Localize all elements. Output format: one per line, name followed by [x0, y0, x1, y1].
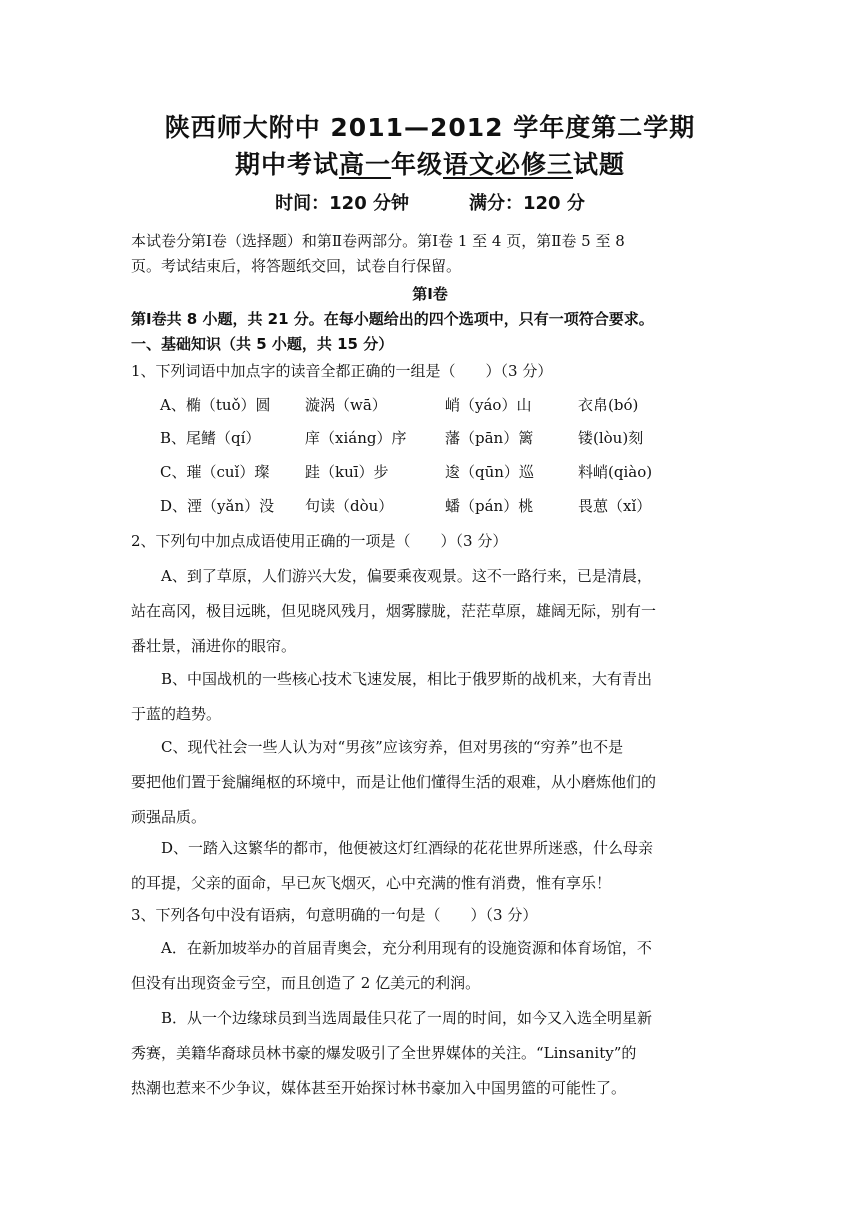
q3-a-line-1: A．在新加坡举办的首届青奥会，充分利用现有的设施资源和体育场馆，不 — [131, 939, 652, 957]
q2-a-line-2: 站在高冈，极目远眺，但见晓风残月，烟雾朦胧，茫茫草原，雄阔无际，别有一 — [131, 602, 657, 620]
q1-opt-c1: C、璀（cuǐ）璨 — [160, 463, 270, 481]
q3-b-line-1: B．从一个边缘球员到当选周最佳只花了一周的时间，如今又入选全明星新 — [131, 1009, 653, 1027]
q1-opt-b2: 庠（xiáng）序 — [305, 429, 407, 447]
q2-b-line-1: B、中国战机的一些核心技术飞速发展，相比于俄罗斯的战机来，大有青出 — [131, 670, 653, 688]
q2-b-line-2: 于蓝的趋势。 — [131, 705, 222, 723]
q3-b-line-3: 热潮也惹来不少争议，媒体甚至开始探讨林书豪加入中国男篮的可能性了。 — [131, 1079, 627, 1097]
title-seg-subject: 语文必修三 — [443, 150, 574, 179]
q1-opt-b1: B、尾鳍（qí） — [160, 429, 261, 447]
q2-option-d — [131, 831, 731, 901]
q2-a-line-3: 番壮景，涌进你的眼帘。 — [131, 637, 297, 655]
q1-opt-a4: 衣帛(bó) — [578, 396, 639, 414]
q1-opt-c4: 料峭(qiào) — [578, 463, 653, 481]
q2-option-a — [131, 559, 731, 664]
q2-c-line-1: C、现代社会一些人认为对“男孩”应该穷养，但对男孩的“穷养”也不是 — [131, 738, 624, 756]
exam-title-line1: 陕西师大附中 2011—2012 学年度第二学期 — [164, 113, 696, 142]
q1-opt-d3: 蟠（pán）桃 — [445, 497, 534, 515]
q3-option-a — [131, 931, 731, 1001]
q2-c-line-2: 要把他们置于瓮牖绳枢的环境中，而是让他们懂得生活的艰难，从小磨炼他们的 — [131, 773, 657, 791]
q2-c-line-3: 顽强品质。 — [131, 808, 207, 826]
q1-opt-a3: 峭（yáo）山 — [445, 396, 532, 414]
q1-stem: 1、下列词语中加点字的读音全都正确的一组是（ ）（3 分） — [131, 362, 553, 380]
q1-opt-d1: D、湮（yǎn）没 — [160, 497, 275, 515]
q1-opt-c3: 逡（qūn）巡 — [445, 463, 534, 481]
q2-option-c — [131, 730, 731, 835]
intro-line-2: 页。考试结束后，将答题纸交回，试卷自行保留。 — [131, 257, 462, 275]
q2-option-b — [131, 662, 731, 732]
title-seg-shiti: 试题 — [573, 150, 626, 179]
q1-opt-b3: 藩（pān）篱 — [445, 429, 534, 447]
q1-opt-d4: 畏葸（xǐ） — [578, 497, 652, 515]
q2-d-line-2: 的耳提，父亲的面命，早已灰飞烟灭，心中充满的惟有消费，惟有享乐！ — [131, 874, 612, 892]
section-heading: 第Ⅰ卷 — [412, 285, 448, 303]
q1-opt-a2: 漩涡（wā） — [305, 396, 387, 414]
q3-stem: 3、下列各句中没有语病，句意明确的一句是（ ）（3 分） — [131, 906, 538, 924]
q3-b-line-2: 秀赛，美籍华裔球员林书豪的爆发吸引了全世界媒体的关注。“Linsanity”的 — [131, 1044, 637, 1062]
exam-title-line2 — [0, 145, 860, 181]
exam-time: 时间：120 分钟 — [275, 193, 409, 214]
intro-line-1: 本试卷分第Ⅰ卷（选择题）和第Ⅱ卷两部分。第Ⅰ卷 1 至 4 页，第Ⅱ卷 5 至 8 — [131, 232, 625, 250]
q3-option-b — [131, 1001, 731, 1106]
q2-stem: 2、下列句中加点成语使用正确的一项是（ ）（3 分） — [131, 532, 508, 550]
exam-meta — [0, 189, 860, 215]
title-seg-nianji: 年级 — [390, 150, 443, 179]
q1-opt-a1: A、椭（tuǒ）圆 — [160, 396, 271, 414]
q1-opt-c2: 跬（kuī）步 — [305, 463, 389, 481]
exam-score: 满分：120 分 — [469, 193, 585, 214]
q3-a-line-2: 但没有出现资金亏空，而且创造了 2 亿美元的利润。 — [131, 974, 481, 992]
q2-d-line-1: D、一踏入这繁华的都市，他便被这灯红酒绿的花花世界所迷惑，什么母亲 — [131, 839, 654, 857]
title-seg-grade: 高一 — [338, 150, 391, 179]
section-desc: 第Ⅰ卷共 8 小题，共 21 分。在每小题给出的四个选项中，只有一项符合要求。 — [131, 310, 654, 328]
q2-a-line-1: A、到了草原，人们游兴大发，偏要乘夜观景。这不一路行来，已是清晨， — [131, 567, 652, 585]
q1-opt-b4: 镂(lòu)刻 — [578, 429, 644, 447]
part-heading: 一、基础知识（共 5 小题，共 15 分） — [131, 335, 394, 353]
q1-opt-d2: 句读（dòu） — [305, 497, 394, 515]
title-seg-exam: 期中考试 — [234, 150, 339, 179]
